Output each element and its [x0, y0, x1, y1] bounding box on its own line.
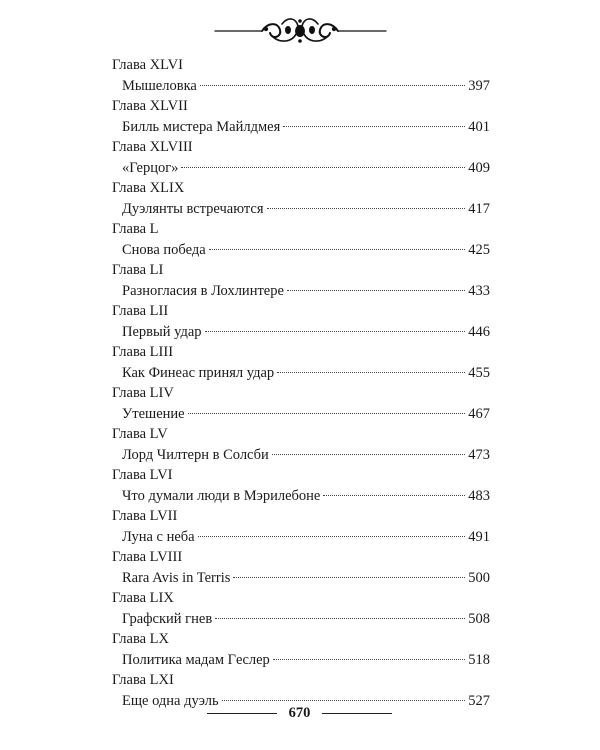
- dot-leader: [198, 536, 466, 537]
- dot-leader: [233, 577, 465, 578]
- toc-entry: [112, 322, 490, 343]
- toc-entry: [112, 158, 490, 179]
- toc-entry-title: Утешение: [122, 405, 185, 422]
- footer-rule-right: [322, 713, 392, 714]
- toc-entry-page: 491: [468, 528, 490, 545]
- toc-chapter-heading: Глава XLVIII: [112, 139, 193, 155]
- toc-entry-page: 508: [468, 610, 490, 627]
- toc-entry-page: 527: [468, 692, 490, 709]
- toc-entry: [112, 650, 490, 671]
- toc-chapter-heading: Глава LV: [112, 426, 168, 442]
- dot-leader: [273, 659, 465, 660]
- toc-entry-title: Снова победа: [122, 241, 206, 258]
- toc-entry: [112, 281, 490, 302]
- dot-leader: [287, 290, 465, 291]
- toc-chapter-heading: Глава LVI: [112, 467, 173, 483]
- dot-leader: [200, 85, 465, 86]
- toc-entry-title: Первый удар: [122, 323, 202, 340]
- toc-entry-page: 518: [468, 651, 490, 668]
- dot-leader: [222, 700, 466, 701]
- toc-chapter-heading: Глава LVII: [112, 508, 178, 524]
- toc-chapter-heading: Глава LIV: [112, 385, 174, 401]
- table-of-contents: [112, 55, 490, 711]
- toc-entry: [112, 404, 490, 425]
- toc-entry: [112, 609, 490, 630]
- toc-entry: [112, 199, 490, 220]
- toc-entry-title: Как Финеас принял удар: [122, 364, 275, 381]
- toc-entry-page: 473: [468, 446, 490, 463]
- footer-rule-left: [207, 713, 277, 714]
- toc-chapter-heading: Глава LI: [112, 262, 164, 278]
- toc-entry: [112, 363, 490, 384]
- dot-leader: [272, 454, 465, 455]
- toc-chapter-heading: Глава LXI: [112, 672, 174, 688]
- dot-leader: [267, 208, 466, 209]
- toc-entry-title: Политика мадам Гeслер: [122, 651, 270, 668]
- floral-ornament-icon: [0, 0, 600, 60]
- toc-entry-page: 433: [468, 282, 490, 299]
- toc-entry-page: 401: [468, 118, 490, 135]
- toc-entry-page: 467: [468, 405, 490, 422]
- toc-entry-title: Мышеловка: [122, 77, 197, 94]
- toc-chapter-heading: Глава L: [112, 221, 159, 237]
- toc-entry: [112, 117, 490, 138]
- toc-entry-page: 446: [468, 323, 490, 340]
- toc-entry-title: Билль мистера Майлдмея: [122, 118, 281, 135]
- dot-leader: [215, 618, 465, 619]
- toc-entry-title: Дуэлянты встречаются: [122, 200, 264, 217]
- toc-entry-title: Rara Avis in Terris: [122, 569, 231, 586]
- dot-leader: [323, 495, 465, 496]
- toc-entry-title: Что думали люди в Мэрилебоне: [122, 487, 321, 504]
- toc-entry: [112, 527, 490, 548]
- toc-entry-page: 409: [468, 159, 490, 176]
- toc-entry: [112, 486, 490, 507]
- toc-entry: [112, 240, 490, 261]
- toc-entry-page: 425: [468, 241, 490, 258]
- toc-entry: [112, 568, 490, 589]
- dot-leader: [277, 372, 465, 373]
- dot-leader: [188, 413, 466, 414]
- toc-entry-title: Графский гнев: [122, 610, 213, 627]
- toc-chapter-heading: Глава LVIII: [112, 549, 183, 565]
- toc-chapter-heading: Глава XLVII: [112, 98, 188, 114]
- dot-leader: [209, 249, 466, 250]
- toc-chapter-heading: Глава XLVI: [112, 57, 183, 73]
- dot-leader: [283, 126, 465, 127]
- toc-entry-title: Разногласия в Лохлинтере: [122, 282, 284, 299]
- toc-entry-page: 455: [468, 364, 490, 381]
- page-number: 670: [288, 705, 311, 721]
- toc-entry-page: 397: [468, 77, 490, 94]
- toc-entry: [112, 445, 490, 466]
- toc-entry-title: Луна с неба: [122, 528, 195, 545]
- dot-leader: [181, 167, 465, 168]
- toc-entry-title: «Герцог»: [122, 159, 179, 176]
- toc-chapter-heading: Глава LIII: [112, 344, 174, 360]
- toc-entry-page: 417: [468, 200, 490, 217]
- toc-chapter-heading: Глава LIX: [112, 590, 174, 606]
- toc-entry-title: Еще одна дуэль: [122, 692, 219, 709]
- toc-entry-page: 500: [468, 569, 490, 586]
- page-footer: [0, 702, 600, 726]
- toc-entry-title: Лорд Чилтерн в Солсби: [122, 446, 269, 463]
- toc-chapter-heading: Глава XLIX: [112, 180, 185, 196]
- toc-entry: [112, 76, 490, 97]
- dot-leader: [205, 331, 466, 332]
- toc-chapter-heading: Глава LX: [112, 631, 170, 647]
- toc-chapter-heading: Глава LII: [112, 303, 169, 319]
- toc-entry-page: 483: [468, 487, 490, 504]
